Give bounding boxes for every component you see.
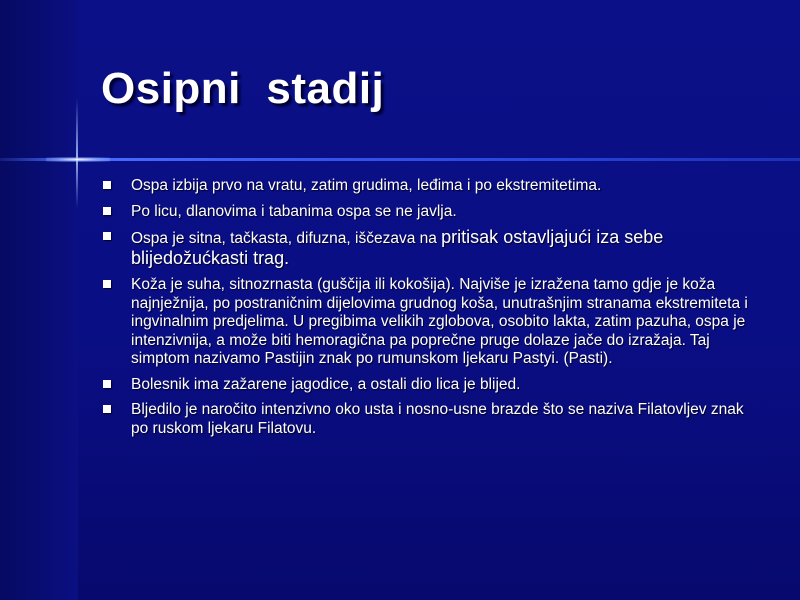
vertical-accent-line <box>76 98 78 208</box>
square-bullet-icon <box>103 280 111 288</box>
square-bullet-icon <box>103 232 111 240</box>
list-item <box>100 177 750 196</box>
bullet-text: Ospa izbija prvo na vratu, zatim grudima, leđima i po ekstremitetima. <box>131 177 602 194</box>
list-item <box>100 203 750 222</box>
square-bullet-icon <box>103 405 111 413</box>
bullet-text: Bolesnik ima zažarene jagodice, a ostali dio lica je blijed. <box>131 375 521 393</box>
square-bullet-icon <box>103 380 111 388</box>
bullet-emphasis-text: pritisak ostavljajući iza sebe blijedožućkasti trag. <box>131 227 664 268</box>
list-item <box>100 401 750 438</box>
title-divider-line <box>0 158 800 161</box>
list-item <box>100 376 750 395</box>
bullet-text: Ospa je sitna, tačkasta, difuzna, iščezava na <box>131 230 442 247</box>
slide-title: Osipni stadij <box>101 64 385 113</box>
bullet-text: Koža je suha, sitnozrnasta (guščija ili kokošija). Najviše je izražena tamo gdje je koža najnježnija, po postraničnim dijelovima grudnog koša, unutrašnjim stranama ekstremiteta i ingvinalnim predjelima. U pregibima velikih zglobova, osobito lakta, zatim pazuha, ospa je intenzivnija, a može biti hemoragična pa poprečne pruge dolaze jače do izražaja. Taj simptom nazivamo Pastijin znak po rumunskom ljekaru Pastyi. (Pasti). <box>131 276 748 367</box>
bullet-list <box>100 177 750 445</box>
list-item <box>100 276 750 369</box>
bullet-text: Po licu, dlanovima i tabanima ospa se ne javlja. <box>131 202 457 220</box>
bullet-text: Bljedilo je naročito intenzivno oko usta i nosno-usne brazde što se naziva Filatovljev znak po ruskom ljekaru Filatovu. <box>131 401 744 437</box>
list-item <box>100 228 750 269</box>
square-bullet-icon <box>103 181 111 189</box>
light-flare-decor <box>46 157 110 162</box>
square-bullet-icon <box>103 207 111 215</box>
left-decor-band <box>0 0 78 600</box>
